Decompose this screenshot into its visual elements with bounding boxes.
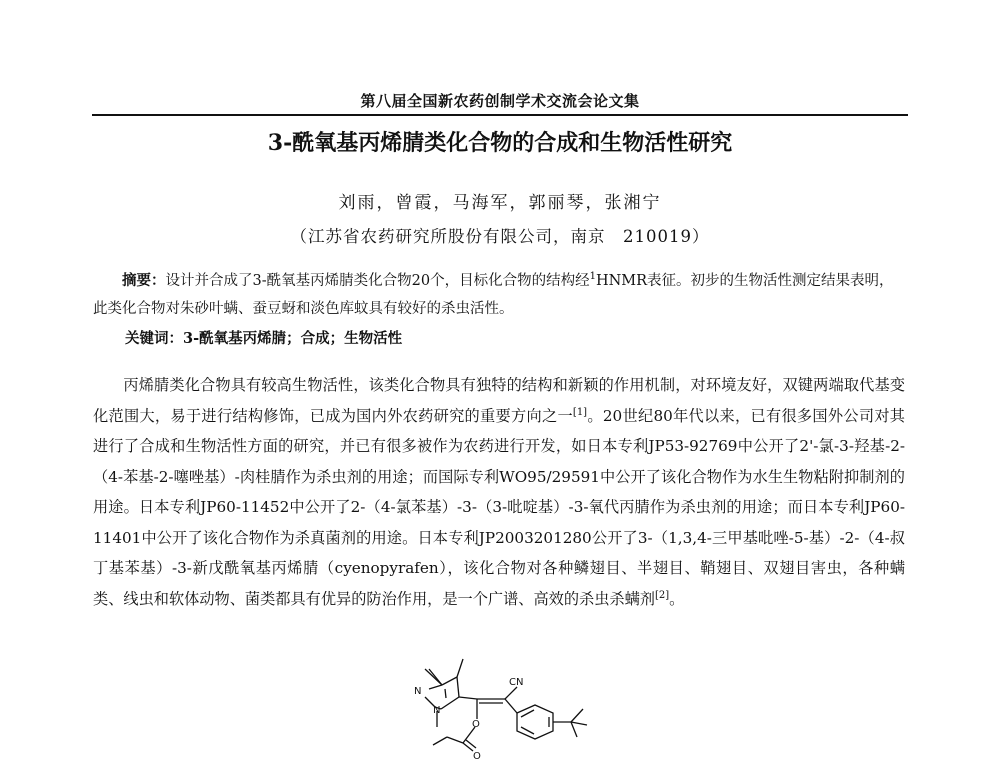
header-rule (92, 114, 908, 116)
abstract-superscript: 1 (589, 271, 596, 283)
atom-cn: CN (509, 677, 524, 688)
abstract-text-b: HNMR表征。初步的生物活性测定结果表明，此类化合物对朱砂叶螨、蚕豆蚜和淡色库蚊具有较好的杀虫活性。 (93, 273, 894, 317)
reference-2: [2] (654, 589, 670, 601)
intro-text-c: 。 (669, 589, 685, 608)
authors: 刘雨，曾霞，马海军，郭丽琴，张湘宁 (338, 193, 662, 213)
atom-o1: O (472, 719, 480, 730)
atom-n1: N (414, 686, 422, 697)
atom-n2: N (433, 705, 441, 716)
intro-text-a: 丙烯腈类化合物具有较高生物活性，该类化合物具有独特的结构和新颖的作用机制，对环境友好，双键两端取代基变化范围大，易于进行结构修饰，已成为国内外农药研究的重要方向之一 (93, 376, 905, 425)
keywords (125, 327, 905, 348)
paper-title: 3-酰氧基丙烯腈类化合物的合成和生物活性研究 (267, 130, 733, 156)
intro-paragraph (93, 370, 905, 614)
chemical-structure (405, 647, 610, 760)
intro-text-b: 。20世纪80年代以来，已有很多国外公司对其进行了合成和生物活性方面的研究，并已有很多被作为农药进行开发，如日本专利JP53-92769中公开了2'-氯-3-羟基-2-（4-苯基-2-噻唑基）-肉桂腈作为杀虫剂的用途；而国际专利WO95/29591中公开了该化合物作为水生生物粘附抑制剂的用途。日本专利JP60-11452中公开了2-（4-氯苯基）-3-（3-吡啶基）-3-氧代丙腈作为杀虫剂的用途；而日本专利JP60-11401中公开了该化合物作为杀真菌剂的用途。日本专利JP2003201280公开了3-（1,3,4-三甲基吡唑-5-基）-2-（4-叔丁基苯基）-3-新戊酰氧基丙烯腈（cyenopyrafen），该化合物对各种鳞翅目、半翅目、鞘翅目、双翅目害虫，各种螨类、线虫和软体动物、菌类都具有优异的防治作用，是一个广谱、高效的杀虫杀螨剂 (93, 406, 905, 608)
proceedings-header: 第八届全国新农药创制学术交流会论文集 (360, 92, 640, 110)
abstract-text-a: 设计并合成了3-酰氧基丙烯腈类化合物20个，目标化合物的结构经 (165, 273, 590, 289)
keywords-text: 3-酰氧基丙烯腈；合成；生物活性 (183, 330, 403, 347)
keywords-label: 关键词： (125, 330, 183, 347)
abstract (93, 267, 905, 323)
affiliation: （江苏省农药研究所股份有限公司，南京 210019） (290, 227, 710, 246)
abstract-label: 摘要： (122, 272, 166, 289)
reference-1: [1] (572, 406, 588, 418)
atom-o2: O (473, 751, 481, 760)
